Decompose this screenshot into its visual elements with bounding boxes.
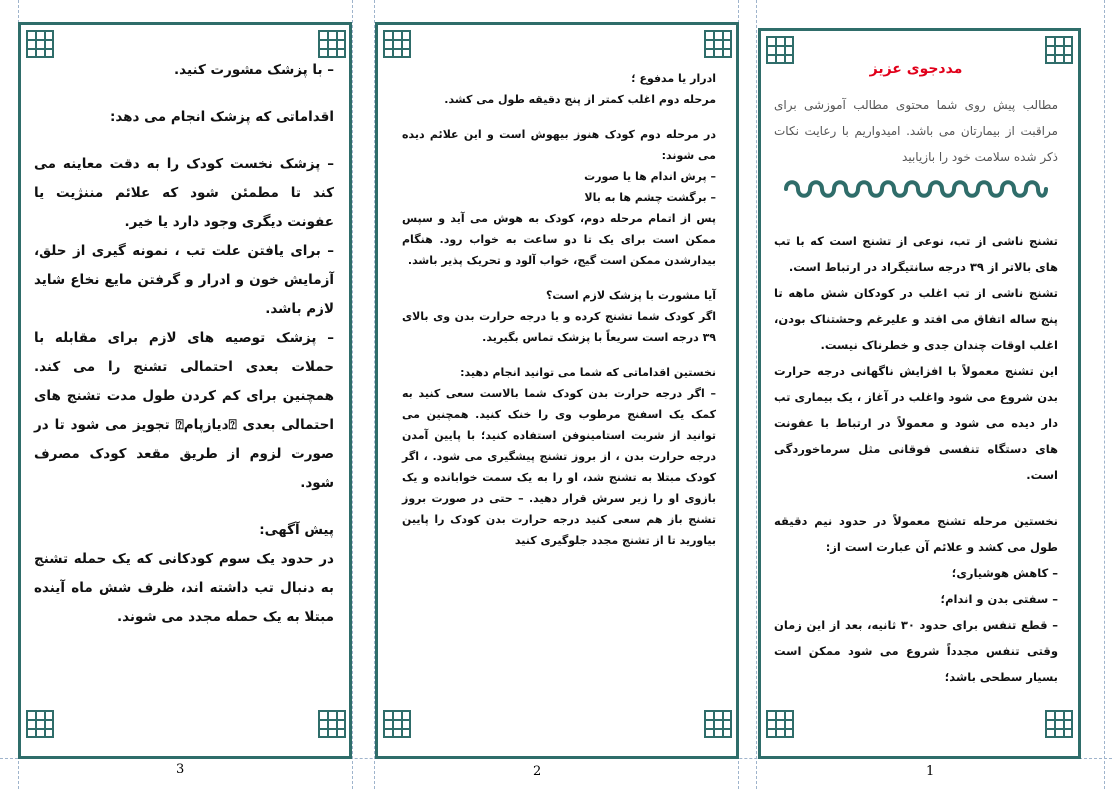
section-heading: پیش آگهی: (259, 522, 334, 538)
paragraph: اگر کودک شما تشنج کرده و یا درجه حرارت بدن وی بالای ۳۹ درجه است سریعاً با پزشک تماس بگیرید. (402, 310, 716, 344)
section-heading: اقداماتی که پزشک انجام می دهد: (109, 109, 334, 125)
page-title: مددجوی عزیز (869, 61, 963, 77)
list-item: – پرش اندام ها یا صورت (584, 170, 716, 183)
paragraph: این تشنج معمولاً با افزایش ناگهانی درجه حرارت بدن شروع می شود واغلب در آغاز ، یک بیماری تب دار دیده می شود و معمولاً در ارتباط با عفونت های دستگاه تنفسی فوقانی مثل سرماخوردگی است. (774, 364, 1058, 482)
paragraph: در مرحله دوم کودک هنوز بیهوش است و این علائم دیده می شوند: (402, 128, 716, 162)
paragraph: پس از اتمام مرحله دوم، کودک به هوش می آید و سپس ممکن است برای یک تا دو ساعت به خواب رود. هنگام بیدارشدن ممکن است گیج، خواب آلود و تحریک پذیر باشد. (402, 212, 716, 267)
paragraph: – پزشک توصیه های لازم برای مقابله با حملات بعدی احتمالی تشنج را می کند. همچنین برای کم کردن طول مدت تشنج های احتمالی بعدی ⍰دیازپام⍰ تجویز می شود تا در صورت لزوم از طریق مقعد کودک مصرف شود. (34, 330, 334, 491)
corner-ornament-icon (704, 30, 732, 58)
paragraph: – برای یافتن علت تب ، نمونه گیری از حلق، آزمایش خون و ادرار و گرفتن مایع نخاع شاید لازم باشد. (34, 243, 334, 317)
corner-ornament-icon (318, 710, 346, 738)
paragraph: – اگر درجه حرارت بدن کودک شما بالاست سعی کنید به کمک یک اسفنج مرطوب وی را خنک کنید. همچنین می توانید از شربت استامینوفن استفاده کنید؛ با پایین آمدن درجه حرارت بدن ، از بروز تشنج پیشگیری می شود. ، اگر کودک مبتلا به تشنج شد، او را به یک سمت خوابانده و یک بازوی او را زیر سرش قرار دهید. – حتی در صورت بروز تشنج باز هم سعی کنید درجه حرارت بدن کودک را پایین بیاورید تا از تشنج مجدد جلوگیری کنید (402, 387, 716, 547)
section-heading: آیا مشورت با پزشک لازم است؟ (546, 289, 716, 302)
corner-ornament-icon (26, 710, 54, 738)
corner-ornament-icon (704, 710, 732, 738)
paragraph: مرحله دوم اغلب کمتر از پنج دقیقه طول می کشد. (444, 93, 716, 106)
page-number: 2 (533, 764, 542, 779)
corner-ornament-icon (26, 30, 54, 58)
paragraph: در حدود یک سوم کودکانی که یک حمله تشنج به دنبال تب داشته اند، ظرف شش ماه آینده مبتلا به یک حمله مجدد می شوند. (34, 551, 334, 625)
list-item: – کاهش هوشیاری؛ (951, 566, 1058, 580)
list-item: – قطع تنفس برای حدود ۳۰ ثانیه، بعد از این زمان وقتی تنفس مجدداً شروع می شود ممکن است بسیار سطحی باشد؛ (774, 618, 1058, 684)
paragraph: نخستین مرحله تشنج معمولاً در حدود نیم دقیقه طول می کشد و علائم آن عبارت است از: (774, 514, 1058, 554)
page-3-text (34, 56, 334, 632)
page-guide (756, 0, 757, 789)
list-item: – سفتی بدن و اندام؛ (940, 592, 1058, 606)
corner-ornament-icon (383, 30, 411, 58)
intro-paragraph: مطالب پیش روی شما محتوی مطالب آموزشی برای مراقبت از بیمارتان می باشد. امیدواریم با رعایت نکات ذکر شده سلامت خود را بازیابید (774, 98, 1058, 164)
corner-ornament-icon (383, 710, 411, 738)
paragraph: تشنج ناشی از تب، نوعی از تشنج است که با تب های بالاتر از ۳۹ درجه سانتیگراد در ارتباط است. (774, 234, 1058, 274)
page-1-text (774, 56, 1058, 690)
wave-divider-icon (782, 176, 1050, 202)
page-2-text (402, 68, 716, 551)
page-number: 1 (926, 764, 935, 779)
corner-ornament-icon (1045, 710, 1073, 738)
corner-ornament-icon (766, 710, 794, 738)
list-item: – برگشت چشم ها به بالا (584, 191, 716, 204)
paragraph: – با پزشک مشورت کنید. (174, 62, 334, 78)
paragraph: ادرار یا مدفوع ؛ (631, 72, 716, 85)
paragraph: – پزشک نخست کودک را به دقت معاینه می کند تا مطمئن شود که علائم مننژیت یا عفونت دیگری وجود دارد یا خیر. (34, 156, 334, 230)
corner-ornament-icon (318, 30, 346, 58)
paragraph: تشنج ناشی از تب اغلب در کودکان شش ماهه تا پنج ساله اتفاق می افتد و علیرغم وحشتناک بودن، اغلب اوقات چندان جدی و خطرناک نیست. (774, 286, 1058, 352)
page-guide (1104, 0, 1105, 789)
section-heading: نخستین اقداماتی که شما می توانید انجام دهید: (460, 366, 716, 379)
page-guide (352, 0, 353, 789)
page-number: 3 (176, 762, 185, 777)
